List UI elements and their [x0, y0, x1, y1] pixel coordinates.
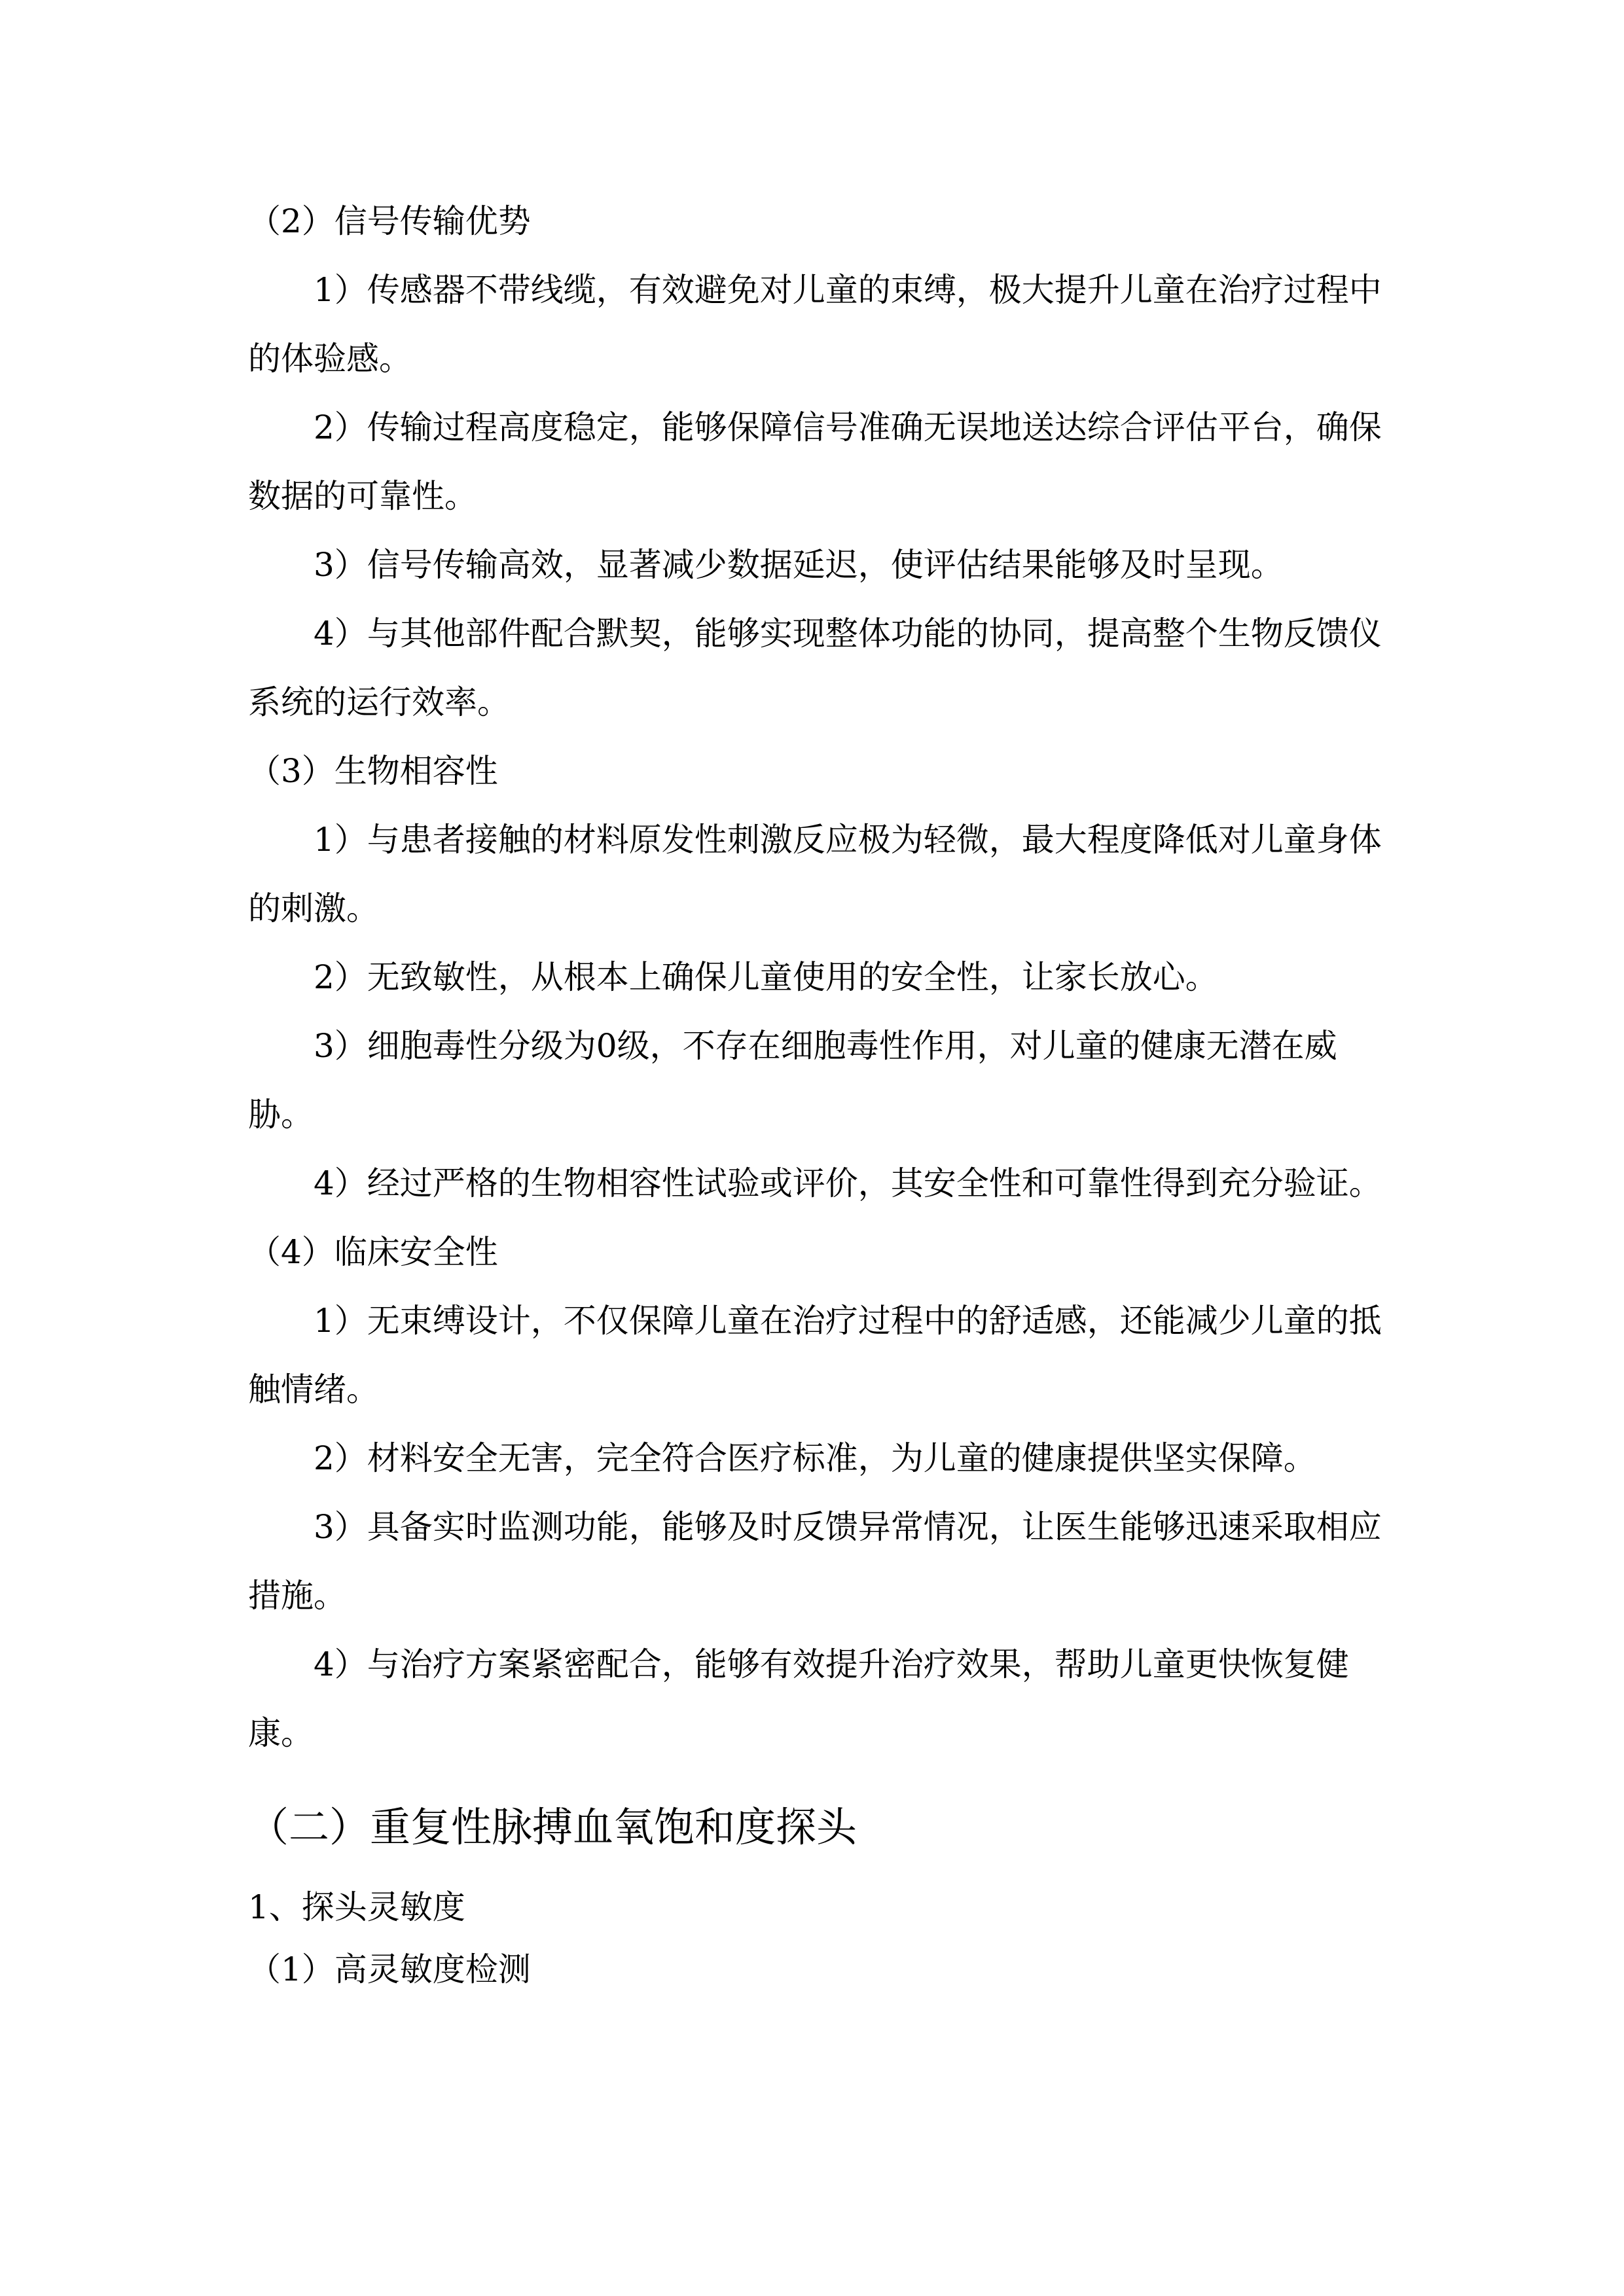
list-item: 4）与治疗方案紧密配合，能够有效提升治疗效果，帮助儿童更快恢复健康。 — [248, 1645, 1349, 1752]
list-item: 1）无束缚设计，不仅保障儿童在治疗过程中的舒适感，还能减少儿童的抵触情绪。 — [248, 1302, 1382, 1408]
list-item: 1）传感器不带线缆，有效避免对儿童的束缚，极大提升儿童在治疗过程中的体验感。 — [248, 271, 1382, 378]
subheading: 1、探头灵敏度 — [248, 1888, 465, 1926]
chapter-heading: （二）重复性脉搏血氧饱和度探头 — [248, 1803, 857, 1851]
list-item: 4）与其他部件配合默契，能够实现整体功能的协同，提高整个生物反馈仪系统的运行效率。 — [248, 615, 1382, 721]
section-heading: （3）生物相容性 — [248, 752, 498, 790]
list-item: 3）具备实时监测功能，能够及时反馈异常情况，让医生能够迅速采取相应措施。 — [248, 1508, 1382, 1615]
list-item: 2）材料安全无害，完全符合医疗标准，为儿童的健康提供坚实保障。 — [314, 1439, 1316, 1477]
list-item: 3）细胞毒性分级为0级，不存在细胞毒性作用，对儿童的健康无潜在威胁。 — [248, 1027, 1337, 1134]
subsubheading: （1）高灵敏度检测 — [248, 1950, 531, 1988]
list-item: 4）经过严格的生物相容性试验或评价，其安全性和可靠性得到充分验证。 — [314, 1164, 1382, 1202]
section-heading: （4）临床安全性 — [248, 1233, 498, 1271]
list-item: 2）传输过程高度稳定，能够保障信号准确无误地送达综合评估平台，确保数据的可靠性。 — [248, 408, 1382, 515]
list-item: 1）与患者接触的材料原发性刺激反应极为轻微，最大程度降低对儿童身体的刺激。 — [248, 821, 1382, 927]
list-item: 3）信号传输高效，显著减少数据延迟，使评估结果能够及时呈现。 — [314, 546, 1284, 584]
section-heading: （2）信号传输优势 — [248, 202, 531, 240]
list-item: 2）无致敏性，从根本上确保儿童使用的安全性，让家长放心。 — [314, 958, 1218, 996]
document-page — [248, 187, 1387, 2004]
